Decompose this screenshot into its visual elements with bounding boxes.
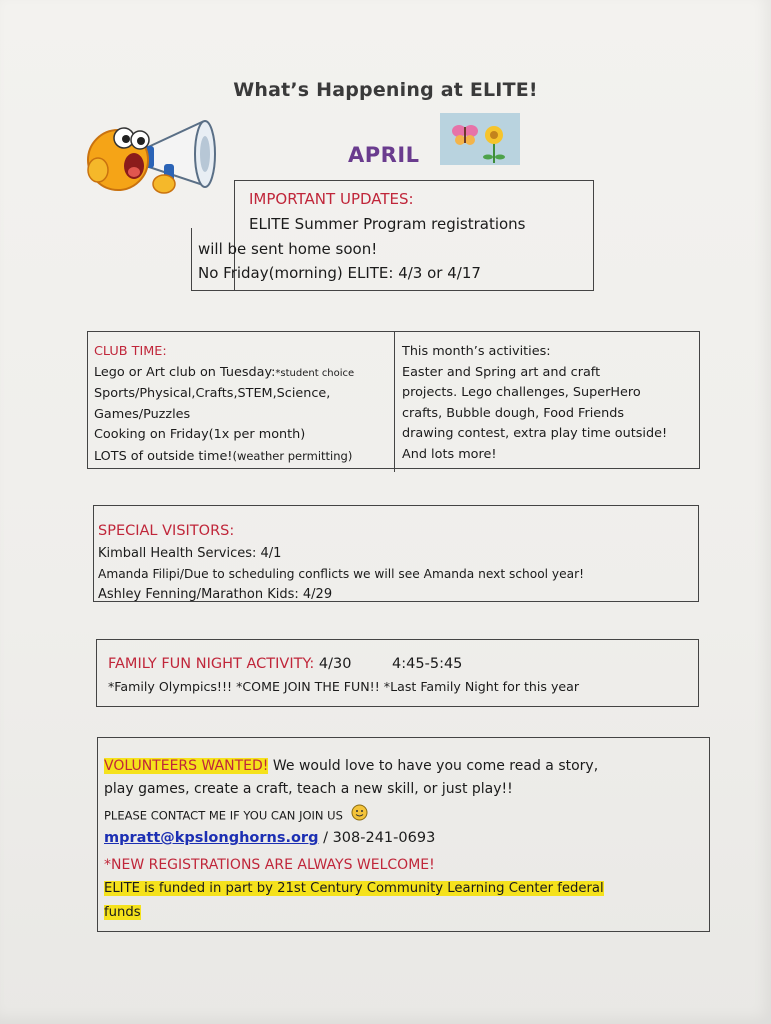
page-title: What’s Happening at ELITE!	[233, 79, 538, 101]
visitors-heading: SPECIAL VISITORS:	[98, 523, 235, 539]
volunteers-heading: VOLUNTEERS WANTED!	[104, 758, 269, 774]
club-line: Sports/Physical,Crafts,STEM,Science,	[94, 386, 331, 402]
funding-text-2: funds	[104, 905, 141, 920]
volunteers-text: We would love to have you come read a story,	[272, 758, 599, 774]
volunteers-box	[97, 737, 710, 932]
visitor-line: Kimball Health Services: 4/1	[98, 546, 282, 561]
activities-heading: This month’s activities:	[402, 344, 551, 359]
email-link[interactable]: mpratt@kpslonghorns.org	[104, 830, 319, 846]
visitor-line: Amanda Filipi/Due to scheduling conflicts we will see Amanda next school year!	[98, 567, 585, 581]
funnight-date: 4/30	[318, 656, 352, 672]
club-time-column	[94, 342, 354, 468]
activities-line: crafts, Bubble dough, Food Friends	[402, 405, 625, 421]
funnight-heading-line	[108, 654, 462, 675]
special-visitors-box	[93, 505, 699, 602]
family-fun-night-box	[96, 639, 699, 707]
butterfly-flower-icon	[440, 113, 520, 165]
club-note: (weather permitting)	[232, 448, 353, 463]
volunteers-line	[104, 756, 598, 777]
funding-line	[104, 878, 604, 899]
important-updates-box	[191, 180, 593, 291]
updates-line: ELITE Summer Program registrations	[249, 215, 526, 233]
club-line: Games/Puzzles	[94, 406, 191, 422]
club-divider	[394, 332, 395, 472]
funnight-heading: FAMILY FUN NIGHT ACTIVITY:	[108, 656, 315, 672]
updates-line: will be sent home soon!	[198, 240, 378, 258]
club-note: *student choice	[275, 367, 355, 379]
club-heading: CLUB TIME:	[94, 344, 167, 359]
funding-text: ELITE is funded in part by 21st Century Community Learning Center federal	[104, 881, 604, 896]
registrations-note: *NEW REGISTRATIONS ARE ALWAYS WELCOME!	[104, 857, 435, 873]
club-line: Lego or Art club on Tuesday:	[94, 364, 276, 380]
funnight-time: 4:45-5:45	[392, 656, 463, 672]
volunteers-line: play games, create a craft, teach a new skill, or just play!!	[104, 781, 513, 797]
updates-line: No Friday(morning) ELITE: 4/3 or 4/17	[198, 264, 481, 282]
updates-heading: IMPORTANT UPDATES:	[249, 190, 414, 208]
activities-line: drawing contest, extra play time outside!	[402, 426, 668, 442]
contact-info-line	[104, 828, 435, 849]
phone-number: / 308-241-0693	[323, 830, 436, 846]
smiley-icon	[351, 804, 368, 828]
contact-line	[104, 804, 368, 828]
activities-line: Easter and Spring art and craft	[402, 364, 601, 380]
funnight-details: *Family Olympics!!! *COME JOIN THE FUN!! *Last Family Night for this year	[108, 679, 580, 694]
contact-text: PLEASE CONTACT ME IF YOU CAN JOIN US	[104, 808, 343, 823]
activities-line: And lots more!	[402, 446, 497, 462]
visitor-line: Ashley Fenning/Marathon Kids: 4/29	[98, 587, 333, 602]
activities-column	[402, 342, 667, 466]
club-line: LOTS of outside time!	[94, 448, 233, 464]
club-line: Cooking on Friday(1x per month)	[94, 427, 306, 443]
club-time-box	[87, 331, 700, 469]
activities-line: projects. Lego challenges, SuperHero	[402, 385, 641, 401]
month-label: APRIL	[348, 143, 420, 167]
funding-line-2	[104, 902, 141, 923]
